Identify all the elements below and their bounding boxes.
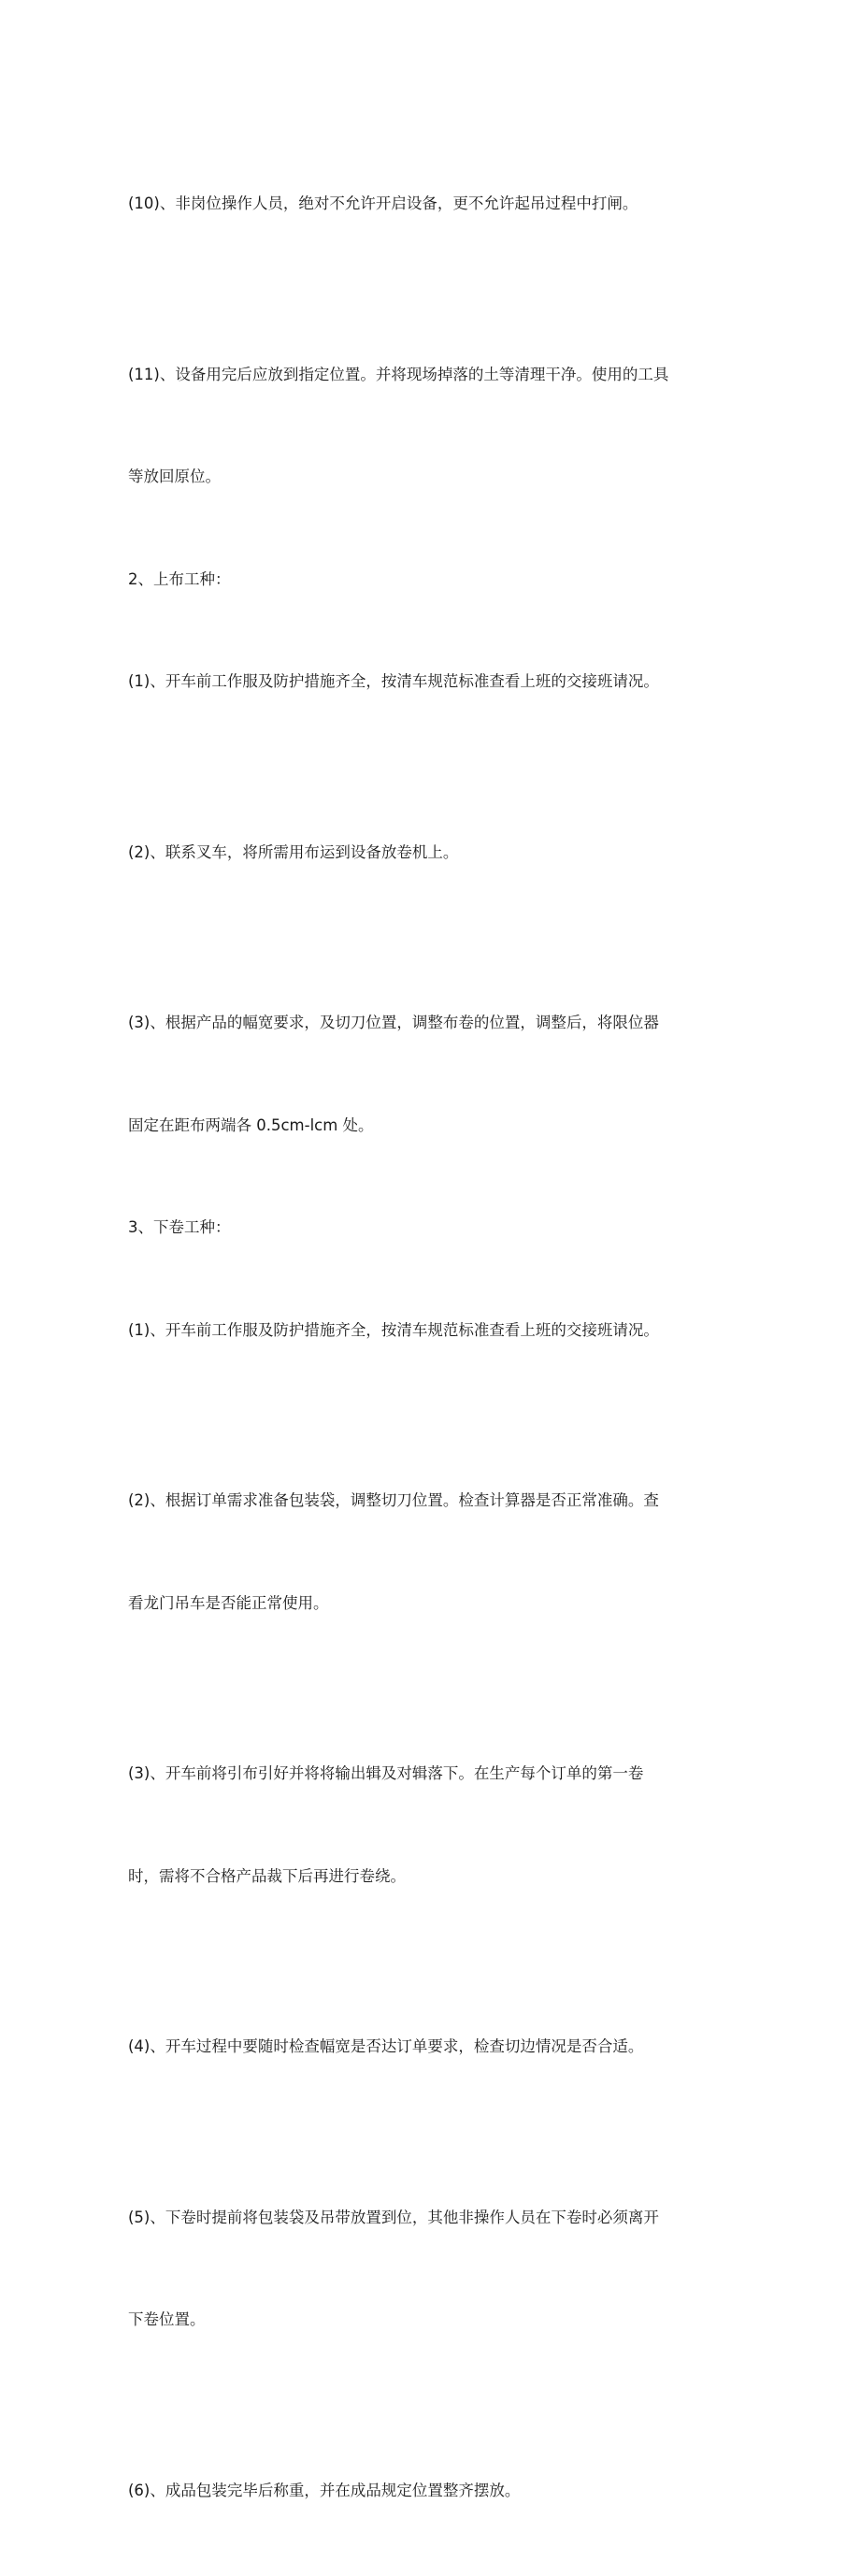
text-line: (2)、根据订单需求准备包装袋，调整切刀位置。检查计算器是否正常准确。查 bbox=[128, 1484, 736, 1518]
list-item bbox=[128, 2406, 736, 2576]
text-line: 看龙门吊车是否能正常使用。 bbox=[128, 1587, 736, 1621]
text-line: (3)、根据产品的幅宽要求，及切刀位置，调整布卷的位置，调整后，将限位器 bbox=[128, 1006, 736, 1041]
list-item bbox=[128, 1962, 736, 2133]
text-line: 下卷位置。 bbox=[128, 2303, 736, 2338]
document-body bbox=[128, 119, 736, 2576]
list-item bbox=[128, 768, 736, 939]
list-item bbox=[128, 1245, 736, 1417]
text-line: (1)、开车前工作服及防护措施齐全，按清车规范标准查看上班的交接班请况。 bbox=[128, 665, 736, 699]
list-item bbox=[128, 119, 736, 290]
list-item bbox=[128, 290, 736, 563]
text-line: (6)、成品包装完毕后称重，并在成品规定位置整齐摆放。 bbox=[128, 2474, 736, 2509]
text-line: (2)、联系叉车，将所需用布运到设备放卷机上。 bbox=[128, 836, 736, 871]
list-item bbox=[128, 2133, 736, 2406]
text-line: (1)、开车前工作服及防护措施齐全，按清车规范标准查看上班的交接班请况。 bbox=[128, 1314, 736, 1348]
text-line: (5)、下卷时提前将包装袋及吊带放置到位，其他非操作人员在下卷时必须离开 bbox=[128, 2201, 736, 2236]
list-item bbox=[128, 597, 736, 768]
text-line: 3、下卷工种： bbox=[128, 1211, 736, 1245]
text-line: 固定在距布两端各 0.5cm-lcm 处。 bbox=[128, 1109, 736, 1144]
list-item bbox=[128, 938, 736, 1211]
text-line: (3)、开车前将引布引好并将将输出辑及对辑落下。在生产每个订单的第一卷 bbox=[128, 1757, 736, 1792]
text-line: (4)、开车过程中要随时检查幅宽是否达订单要求，检查切边情况是否合适。 bbox=[128, 2030, 736, 2065]
section-heading-upper-cloth bbox=[128, 563, 736, 597]
section-heading-lower-roll bbox=[128, 1211, 736, 1245]
text-line: (10)、非岗位操作人员，绝对不允许开启设备，更不允许起吊过程中打闸。 bbox=[128, 187, 736, 222]
text-line: 等放回原位。 bbox=[128, 460, 736, 495]
list-item bbox=[128, 1689, 736, 1962]
text-line: 时，需将不合格产品裁下后再进行卷绕。 bbox=[128, 1860, 736, 1894]
list-item bbox=[128, 1416, 736, 1689]
text-line: (11)、设备用完后应放到指定位置。并将现场掉落的土等清理干净。使用的工具 bbox=[128, 358, 736, 393]
text-line: 2、上布工种： bbox=[128, 563, 736, 597]
